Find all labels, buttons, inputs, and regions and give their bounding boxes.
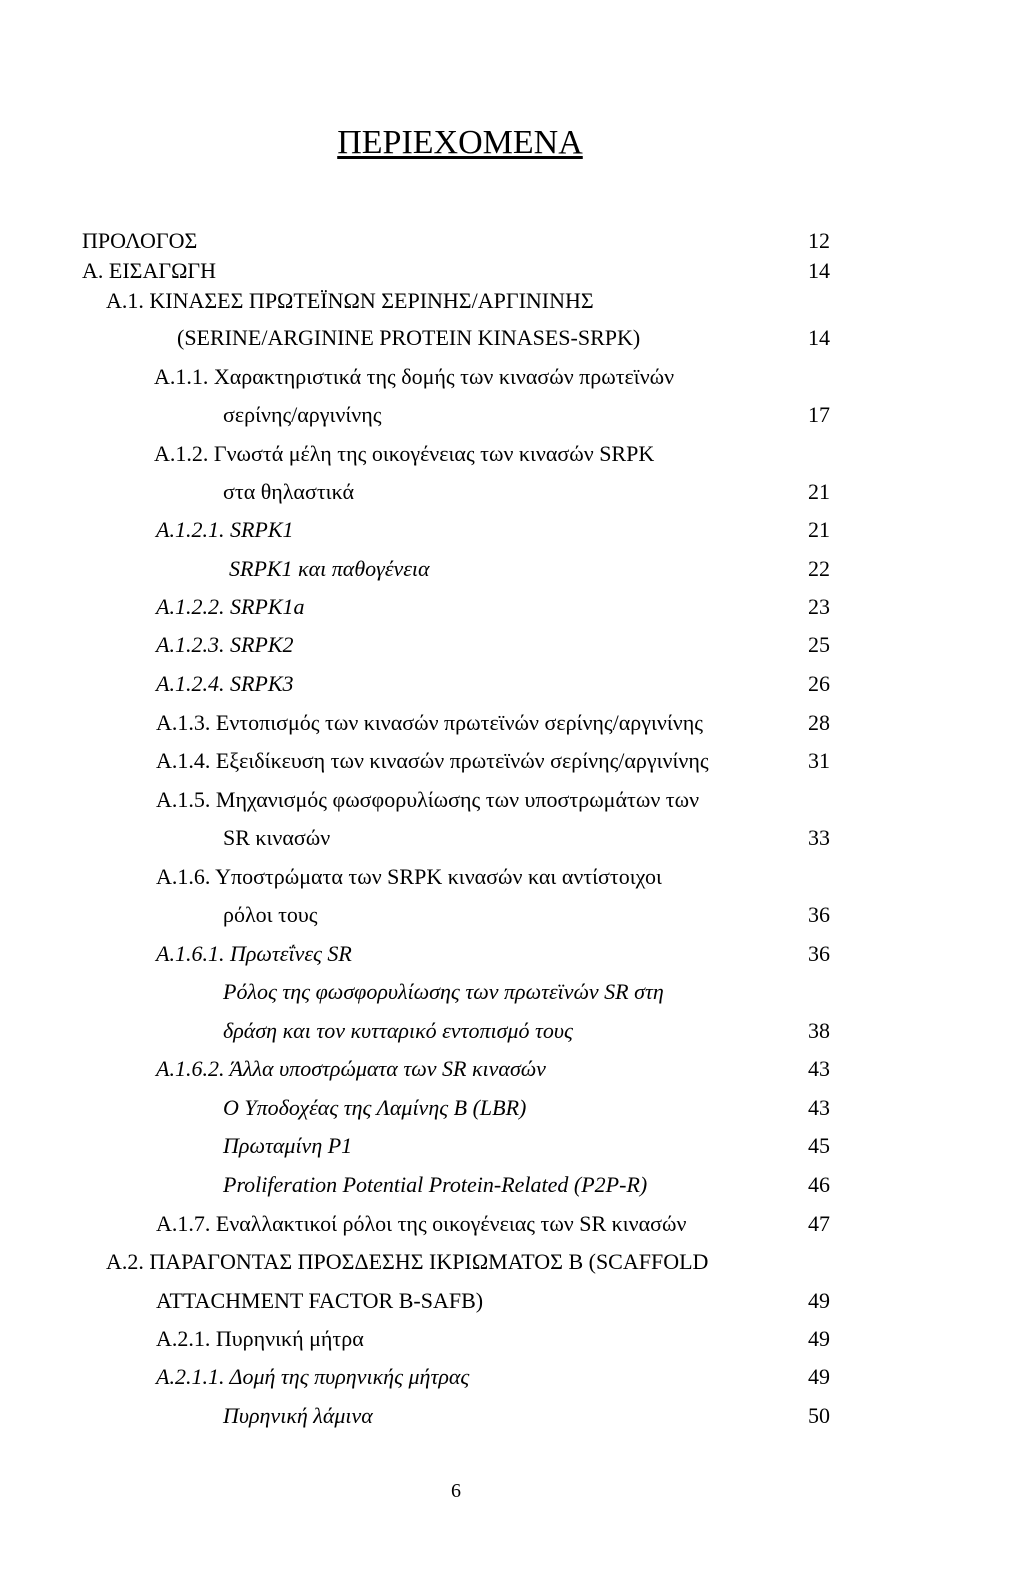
toc-entry-page: 47 — [808, 1211, 830, 1236]
toc-entry-text: Α.1.2.3. SRPK2 — [156, 632, 294, 657]
toc-entry-text: Ρόλος της φωσφορυλίωσης των πρωτεϊνών SR στη — [223, 979, 664, 1004]
toc-entry-page: 38 — [808, 1018, 830, 1043]
toc-entry-page: 43 — [808, 1056, 830, 1081]
toc-entry-text: Α.1.6.1. Πρωτεΐνες SR — [156, 941, 352, 966]
toc-entry-text: Α.1.7. Εναλλακτικοί ρόλοι της οικογένειας των SR κινασών — [156, 1211, 687, 1236]
toc-entry — [0, 551, 1024, 587]
toc-entry — [0, 974, 1024, 1010]
toc-entry-text: Α. ΕΙΣΑΓΩΓΗ — [82, 258, 217, 283]
toc-entry-page: 25 — [808, 632, 830, 657]
toc-entry-page: 36 — [808, 941, 830, 966]
toc-entry-page: 21 — [808, 517, 830, 542]
toc-entry-text: (SERINE/ARGININE PROTEIN KINASES-SRPK) — [177, 325, 641, 350]
toc-entry-page: 31 — [808, 748, 830, 773]
toc-entry — [0, 1090, 1024, 1126]
toc-entry — [0, 589, 1024, 625]
toc-entry-text: ρόλοι τους — [223, 902, 318, 927]
toc-entry-text: ΠΡΟΛΟΓΟΣ — [82, 228, 198, 253]
toc-entry — [0, 627, 1024, 663]
page-number: 6 — [451, 1480, 461, 1502]
toc-entry-text: ATTACHMENT FACTOR B-SAFB) — [156, 1288, 484, 1313]
toc-entry-text: SRPK1 και παθογένεια — [229, 556, 430, 581]
toc-entry-text: Α.1.3. Εντοπισμός των κινασών πρωτεϊνών σερίνης/αργινίνης — [156, 710, 703, 735]
toc-entry-page: 14 — [808, 258, 830, 283]
toc-entry — [0, 397, 1024, 433]
toc-entry-page: 49 — [808, 1288, 830, 1313]
toc-entry-page: 43 — [808, 1095, 830, 1120]
toc-entry-text: Proliferation Potential Protein-Related (P2P-R) — [223, 1172, 648, 1197]
toc-entry-text: Α.2.1.1. Δομή της πυρηνικής μήτρας — [156, 1364, 470, 1389]
toc-entry-page: 28 — [808, 710, 830, 735]
toc-entry — [0, 1244, 1024, 1280]
toc-entry-page: 46 — [808, 1172, 830, 1197]
toc-entry — [0, 436, 1024, 472]
toc-entry-text: σερίνης/αργινίνης — [223, 402, 382, 427]
toc-entry-text: Α.1.5. Μηχανισμός φωσφορυλίωσης των υποστρωμάτων των — [156, 787, 700, 812]
toc-entry — [0, 1051, 1024, 1087]
toc-entry — [0, 1359, 1024, 1395]
toc-entry-text: Α.2. ΠΑΡΑΓΟΝΤΑΣ ΠΡΟΣΔΕΣΗΣ ΙΚΡΙΩΜΑΤΟΣ Β (SCAFFOLD — [106, 1249, 709, 1274]
toc-entry — [0, 705, 1024, 741]
toc-entry-text: Πυρηνική λάμινα — [223, 1403, 373, 1428]
toc-entry-text: Α.1.2. Γνωστά μέλη της οικογένειας των κινασών SRPK — [154, 441, 655, 466]
toc-entry-text: στα θηλαστικά — [223, 479, 355, 504]
toc-entry — [0, 512, 1024, 548]
toc-entry-page: 50 — [808, 1403, 830, 1428]
toc-entry-page: 45 — [808, 1133, 830, 1158]
toc-entry-page: 21 — [808, 479, 830, 504]
toc-entry-page: 49 — [808, 1364, 830, 1389]
page-title: ΠΕΡΙΕΧΟΜΕΝΑ — [337, 124, 583, 161]
toc-entry-text: δράση και τον κυτταρικό εντοπισμό τους — [223, 1018, 573, 1043]
toc-entry — [0, 1321, 1024, 1357]
toc-entry — [0, 359, 1024, 395]
toc-entry-text: Α.1.2.2. SRPK1a — [156, 594, 305, 619]
toc-entry-text: Α.1. ΚΙΝΑΣΕΣ ΠΡΩΤΕΪΝΩΝ ΣΕΡΙΝΗΣ/ΑΡΓΙΝΙΝΗΣ — [106, 288, 594, 313]
toc-entry — [0, 1206, 1024, 1242]
toc-entry-text: Α.1.2.4. SRPK3 — [156, 671, 294, 696]
toc-entry-text: Α.1.6.2. Άλλα υποστρώματα των SR κινασών — [156, 1056, 546, 1081]
toc-entry-page: 17 — [808, 402, 830, 427]
toc-entry-page: 14 — [808, 325, 830, 350]
toc-entry — [0, 666, 1024, 702]
toc-entry-page: 22 — [808, 556, 830, 581]
toc-entry-page: 49 — [808, 1326, 830, 1351]
toc-entry — [0, 1128, 1024, 1164]
toc-entry-text: Α.1.4. Εξειδίκευση των κινασών πρωτεϊνών σερίνης/αργινίνης — [156, 748, 709, 773]
toc-entry — [0, 320, 1024, 356]
toc-entry-text: Α.2.1. Πυρηνική μήτρα — [156, 1326, 364, 1351]
toc-entry — [0, 897, 1024, 933]
toc-entry — [0, 820, 1024, 856]
toc-entry-page: 23 — [808, 594, 830, 619]
toc-entry-page: 12 — [808, 228, 830, 253]
toc-entry — [0, 474, 1024, 510]
toc-entry-text: Πρωταμίνη Ρ1 — [223, 1133, 353, 1158]
toc-entry-text: Α.1.1. Χαρακτηριστικά της δομής των κινασών πρωτεϊνών — [154, 364, 675, 389]
toc-entry-page: 36 — [808, 902, 830, 927]
toc-entry-text: Α.1.2.1. SRPK1 — [156, 517, 294, 542]
toc-entry-page: 33 — [808, 825, 830, 850]
toc-entry — [0, 1283, 1024, 1319]
toc-entry-text: SR κινασών — [223, 825, 331, 850]
toc-entry-text: Ο Υποδοχέας της Λαμίνης Β (LBR) — [223, 1095, 527, 1120]
toc-entry-text: Α.1.6. Υποστρώματα των SRPK κινασών και αντίστοιχοι — [156, 864, 662, 889]
toc-entry — [0, 859, 1024, 895]
toc-entry — [0, 743, 1024, 779]
toc-entry — [0, 936, 1024, 972]
toc-entry — [0, 283, 1024, 319]
toc-entry — [0, 1167, 1024, 1203]
toc-entry-page: 26 — [808, 671, 830, 696]
toc-entry — [0, 1398, 1024, 1434]
toc-entry — [0, 782, 1024, 818]
toc-entry — [0, 1013, 1024, 1049]
